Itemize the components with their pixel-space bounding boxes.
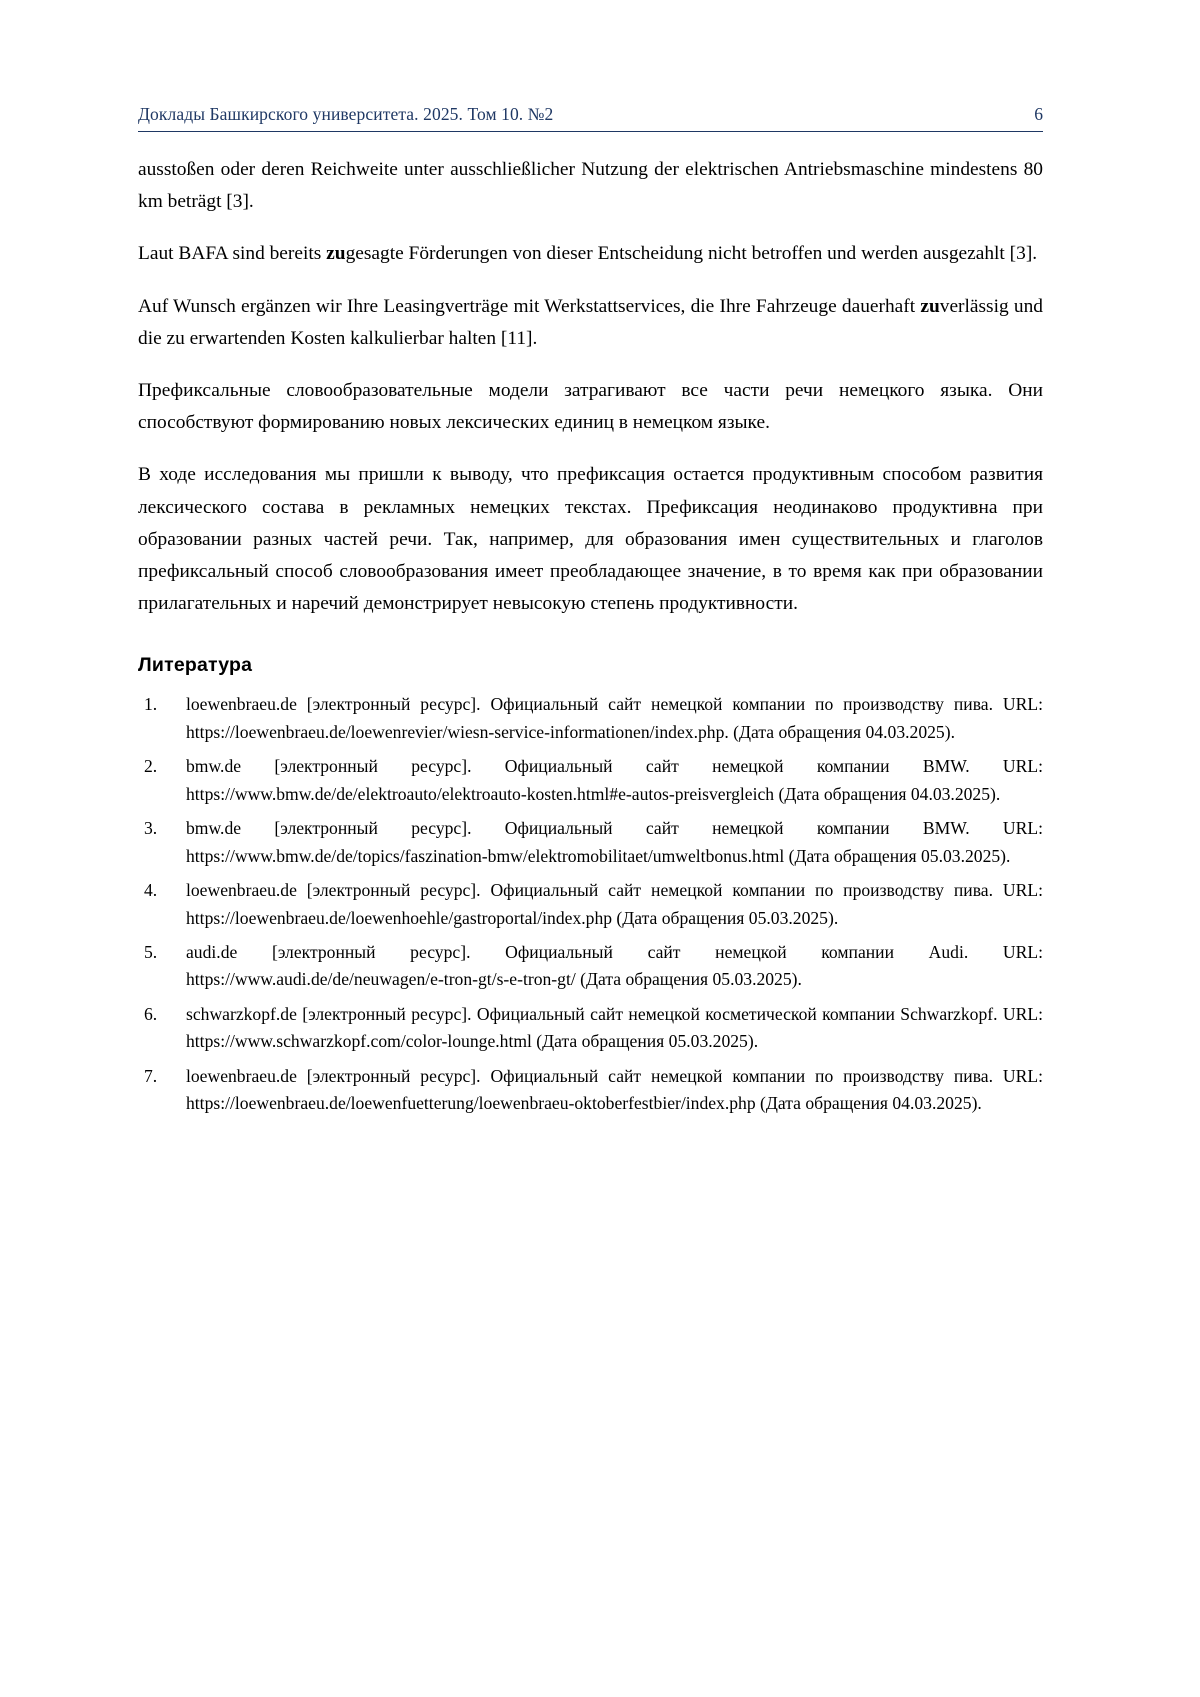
reference-item <box>138 753 1043 808</box>
references-heading: Литература <box>138 654 253 677</box>
reference-number: 4. <box>144 880 158 901</box>
paragraph-text: Префиксальные словообразовательные модели затрагивают все части речи немецкого языка. Они способствуют формированию новых лексических единиц в немецком языке. <box>138 380 1043 434</box>
paragraph-text: Auf Wunsch ergänzen wir Ihre Leasingverträge mit Werkstattservices, die Ihre Fahrzeuge dauerhaft <box>138 295 921 317</box>
paragraph-text: gesagte Förderungen von dieser Entscheidung nicht betroffen und werden ausgezahlt [3]. <box>345 243 1038 265</box>
reference-text: loewenbraeu.de [электронный ресурс]. Официальный сайт немецкой компании по производству пива. URL: https://loewenbraeu.de/loewenhoehle/gastroportal/index.php (Дата обращения 05.03.2025). <box>186 880 1043 928</box>
body-paragraph <box>138 238 1043 270</box>
reference-item <box>138 815 1043 870</box>
reference-item <box>138 877 1043 932</box>
reference-number: 6. <box>144 1003 158 1024</box>
reference-number: 7. <box>144 1065 158 1086</box>
page-content <box>138 104 1043 1125</box>
reference-number: 2. <box>144 756 158 777</box>
paragraph-text: ausstoßen oder deren Reichweite unter ausschließlicher Nutzung der elektrischen Antriebsmaschine mindestens 80 km beträgt [3]. <box>138 159 1043 213</box>
reference-item <box>138 691 1043 746</box>
reference-number: 3. <box>144 818 158 839</box>
reference-number: 5. <box>144 941 158 962</box>
reference-text: bmw.de [электронный ресурс]. Официальный сайт немецкой компании BMW. URL: https://www.bmw.de/de/elektroauto/elektroauto-kosten.html#e-autos-preisvergleich (Дата обращения 04.03.2025). <box>186 756 1043 804</box>
reference-item <box>138 1001 1043 1056</box>
body-paragraph <box>138 291 1043 355</box>
reference-text: audi.de [электронный ресурс]. Официальный сайт немецкой компании Audi. URL: https://www.audi.de/de/neuwagen/e-tron-gt/s-e-tron-gt/ (Дата обращения 05.03.2025). <box>186 941 1043 990</box>
paragraph-text: В ходе исследования мы пришли к выводу, что префиксация остается продуктивным способом развития лексического состава в рекламных немецких текстах. Префиксация неодинаково продуктивна при образовании разных частей речи. Так, например, для образования имен существительных и глаголов префиксальный способ словообразования имеет преобладающее значение, в то время как при образовании прилагательных и наречий демонстрирует невысокую степень продуктивности. <box>138 464 1043 615</box>
body-paragraph <box>138 459 1043 620</box>
reference-text: bmw.de [электронный ресурс]. Официальный сайт немецкой компании BMW. URL: https://www.bmw.de/de/topics/faszination-bmw/elektromobilitaet/umweltbonus.html (Дата обращения 05.03.2025). <box>186 818 1043 866</box>
reference-item <box>138 1063 1043 1118</box>
reference-text: loewenbraeu.de [электронный ресурс]. Официальный сайт немецкой компании по производству пива. URL: https://loewenbraeu.de/loewenrevier/wiesn-service-informationen/index.php. (Дата обращения 04.03.2025). <box>186 694 1043 742</box>
reference-item <box>138 939 1043 994</box>
paragraph-text: Laut BAFA sind bereits <box>138 243 327 265</box>
emphasis-text: zu <box>326 243 346 265</box>
journal-title: Доклады Башкирского университета. 2025. Том 10. №2 <box>138 104 554 124</box>
body-paragraph <box>138 375 1043 439</box>
paragraph-text: verlässig und die zu erwartenden Kosten kalkulierbar halten [11]. <box>138 295 1043 349</box>
reference-text: loewenbraeu.de [электронный ресурс]. Официальный сайт немецкой компании по производству пива. URL: https://loewenbraeu.de/loewenfuetterung/loewenbraeu-oktoberfestbier/index.php (Дата обращения 04.03.2025). <box>186 1065 1043 1114</box>
running-head <box>138 104 1043 132</box>
body-paragraph <box>138 154 1043 218</box>
page-number: 6 <box>1034 104 1043 124</box>
emphasis-text: zu <box>920 295 940 317</box>
reference-number: 1. <box>144 694 158 715</box>
reference-text: schwarzkopf.de [электронный ресурс]. Официальный сайт немецкой косметической компании Schwarzkopf. URL: https://www.schwarzkopf.com/color-lounge.html (Дата обращения 05.03.2025). <box>186 1003 1043 1052</box>
body-text <box>138 154 1043 620</box>
references-list <box>138 691 1043 1117</box>
